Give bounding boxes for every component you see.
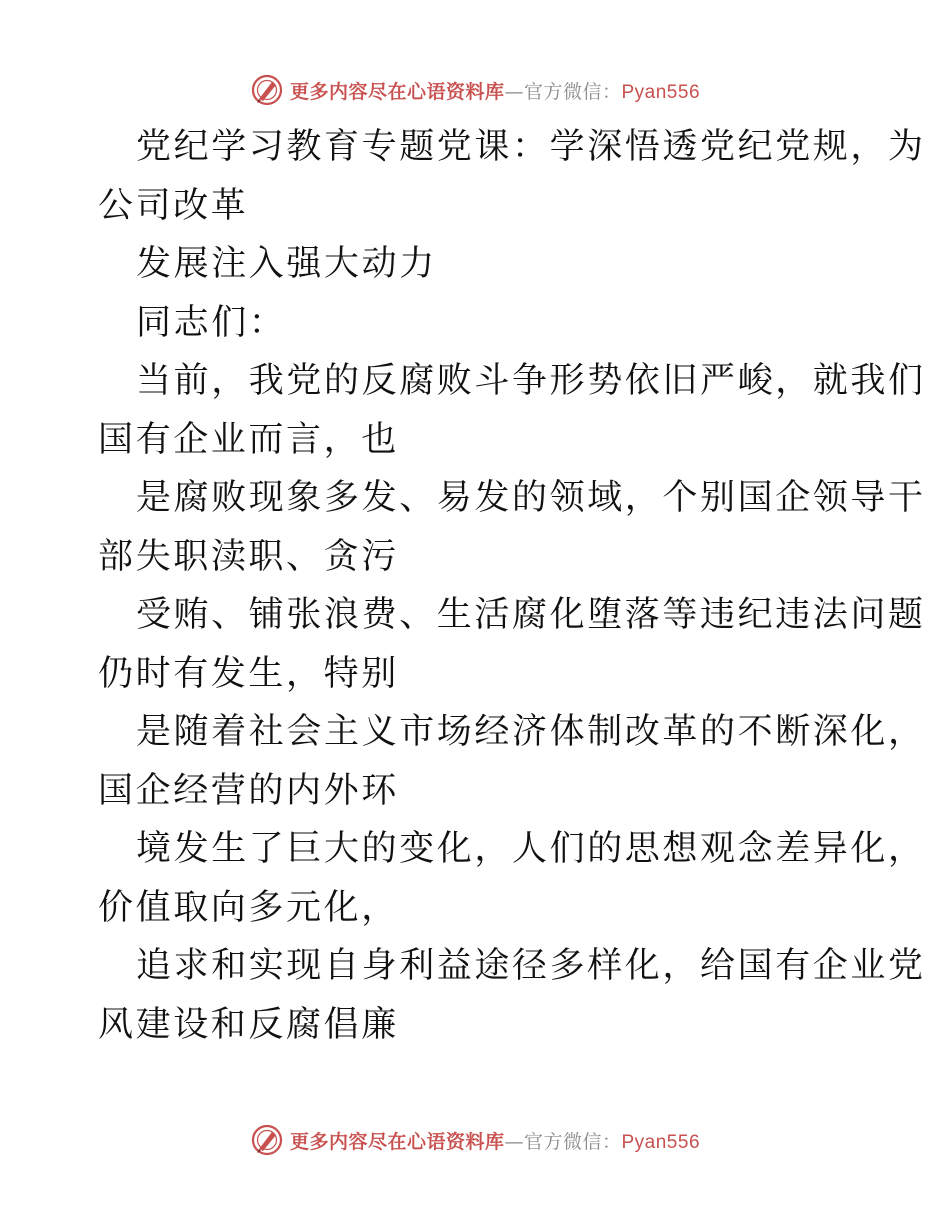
header-watermark: [0, 70, 950, 110]
paragraph-line: 国有企业而言，也: [98, 419, 399, 460]
paragraph-line: 国企经营的内外环: [98, 770, 399, 811]
paragraph-line: 部失职渎职、贪污: [98, 536, 399, 577]
watermark-text: 更多内容尽在心语资料库—官方微信：Pyan556: [289, 80, 701, 103]
paragraph-line: 是腐败现象多发、易发的领域，个别国企领导干: [136, 478, 926, 518]
salutation: 同志们：: [136, 302, 287, 343]
paragraph-line: 境发生了巨大的变化，人们的思想观念差异化，: [136, 829, 926, 869]
paragraph-line: 追求和实现自身利益途径多样化，给国有企业党: [136, 946, 926, 986]
watermark-text: 更多内容尽在心语资料库—官方微信：Pyan556: [289, 1130, 701, 1153]
paragraph-line: 是随着社会主义市场经济体制改革的不断深化，: [136, 712, 926, 752]
pen-logo-icon: [250, 73, 284, 107]
document-body: [98, 118, 926, 1054]
footer-watermark: [0, 1120, 950, 1160]
paragraph-line: 价值取向多元化，: [98, 887, 399, 928]
title-line-2: 公司改革: [98, 185, 249, 226]
paragraph-line: 仍时有发生，特别: [98, 653, 399, 694]
pen-logo-icon: [250, 1123, 284, 1157]
title-line-3: 发展注入强大动力: [136, 244, 437, 284]
paragraph-line: 受贿、铺张浪费、生活腐化堕落等违纪违法问题: [136, 595, 926, 635]
paragraph-line: 风建设和反腐倡廉: [98, 1004, 399, 1045]
paragraph-line: 当前，我党的反腐败斗争形势依旧严峻，就我们: [136, 361, 926, 401]
title-line-1: 党纪学习教育专题党课：学深悟透党纪党规，为: [136, 127, 926, 167]
